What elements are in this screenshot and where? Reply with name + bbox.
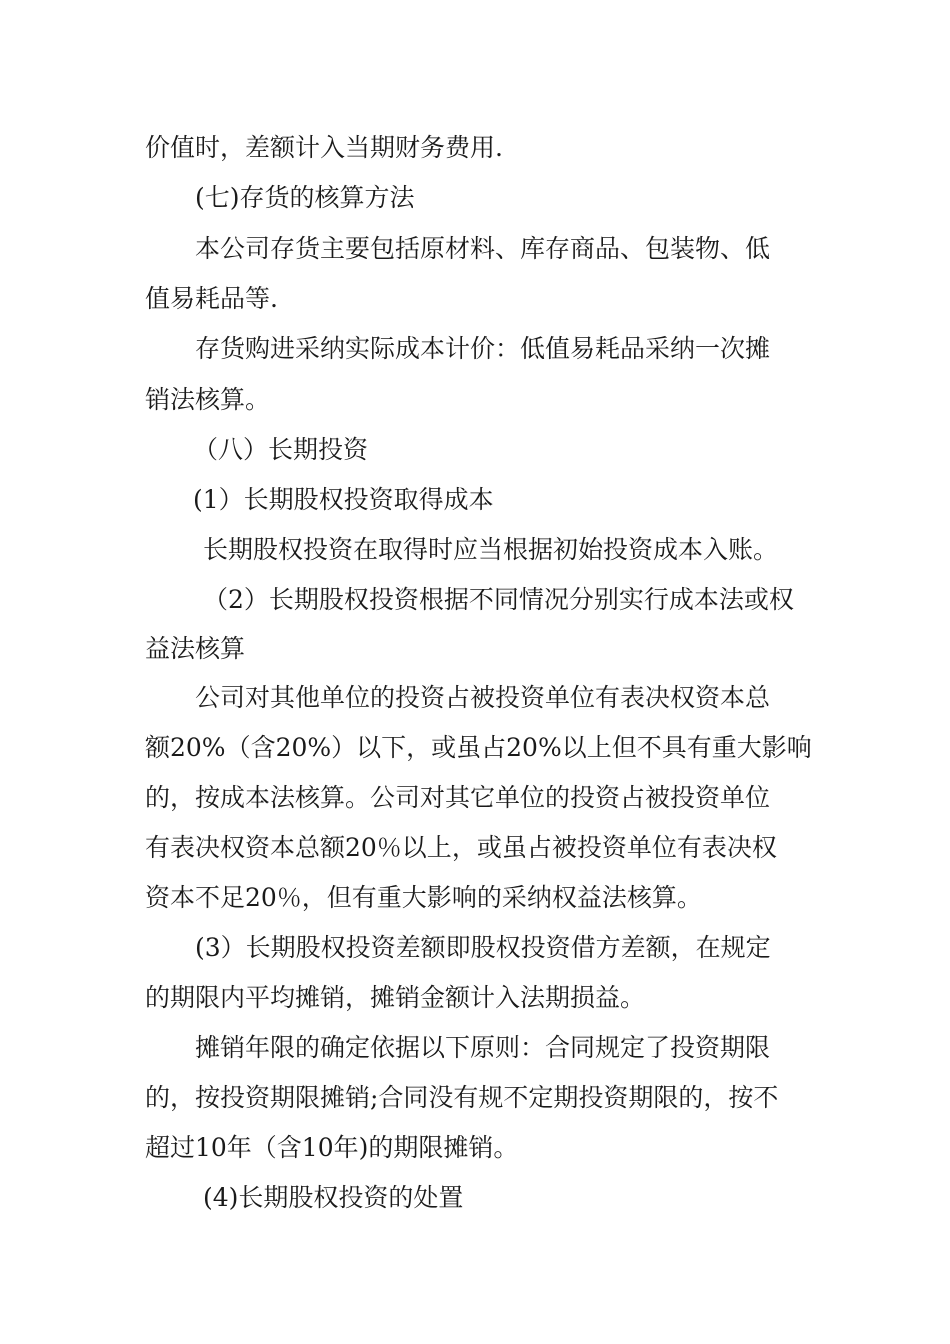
paragraph-line-14: 的，按成本法核算。公司对其它单位的投资占被投资单位 [145, 783, 771, 812]
paragraph-line-20: 的，按投资期限摊销;合同没有规不定期投资期限的，按不 [145, 1083, 779, 1112]
paragraph-line-13: 额20%（含20%）以下，或虽占20%以上但不具有重大影响 [145, 733, 812, 762]
subheading-3: (3）长期股权投资差额即股权投资借方差额，在规定 [195, 933, 771, 962]
paragraph-line-12: 公司对其他单位的投资占被投资单位有表决权资本总 [195, 683, 771, 712]
paragraph-line-6: 销法核算。 [145, 385, 271, 414]
subheading-1: (1）长期股权投资取得成本 [193, 485, 494, 514]
paragraph-line-1: 价值时，差额计入当期财务费用. [145, 133, 503, 162]
paragraph-line-19: 摊销年限的确定依据以下原则：合同规定了投资期限 [195, 1033, 771, 1062]
paragraph-line-11: 益法核算 [145, 634, 246, 663]
section-heading-inventory: (七)存货的核算方法 [195, 183, 415, 212]
paragraph-line-9: 长期股权投资在取得时应当根据初始投资成本入账。 [203, 535, 779, 564]
paragraph-line-3: 本公司存货主要包括原材料、库存商品、包装物、低 [195, 234, 771, 263]
paragraph-line-15: 有表决权资本总额20％以上，或虽占被投资单位有表决权 [145, 833, 777, 862]
paragraph-line-4: 值易耗品等. [145, 284, 278, 313]
paragraph-line-18: 的期限内平均摊销，摊销金额计入法期损益。 [145, 983, 646, 1012]
paragraph-line-16: 资本不足20％，但有重大影响的采纳权益法核算。 [145, 883, 702, 912]
subheading-4: (4)长期股权投资的处置 [203, 1183, 464, 1212]
section-heading-long-term-investment: （八）长期投资 [193, 435, 369, 464]
paragraph-line-5: 存货购进采纳实际成本计价：低值易耗品采纳一次摊 [195, 334, 771, 363]
subheading-2: （2）长期股权投资根据不同情况分别实行成本法或权 [203, 585, 794, 614]
paragraph-line-21: 超过10年（含10年)的期限摊销。 [145, 1133, 519, 1162]
